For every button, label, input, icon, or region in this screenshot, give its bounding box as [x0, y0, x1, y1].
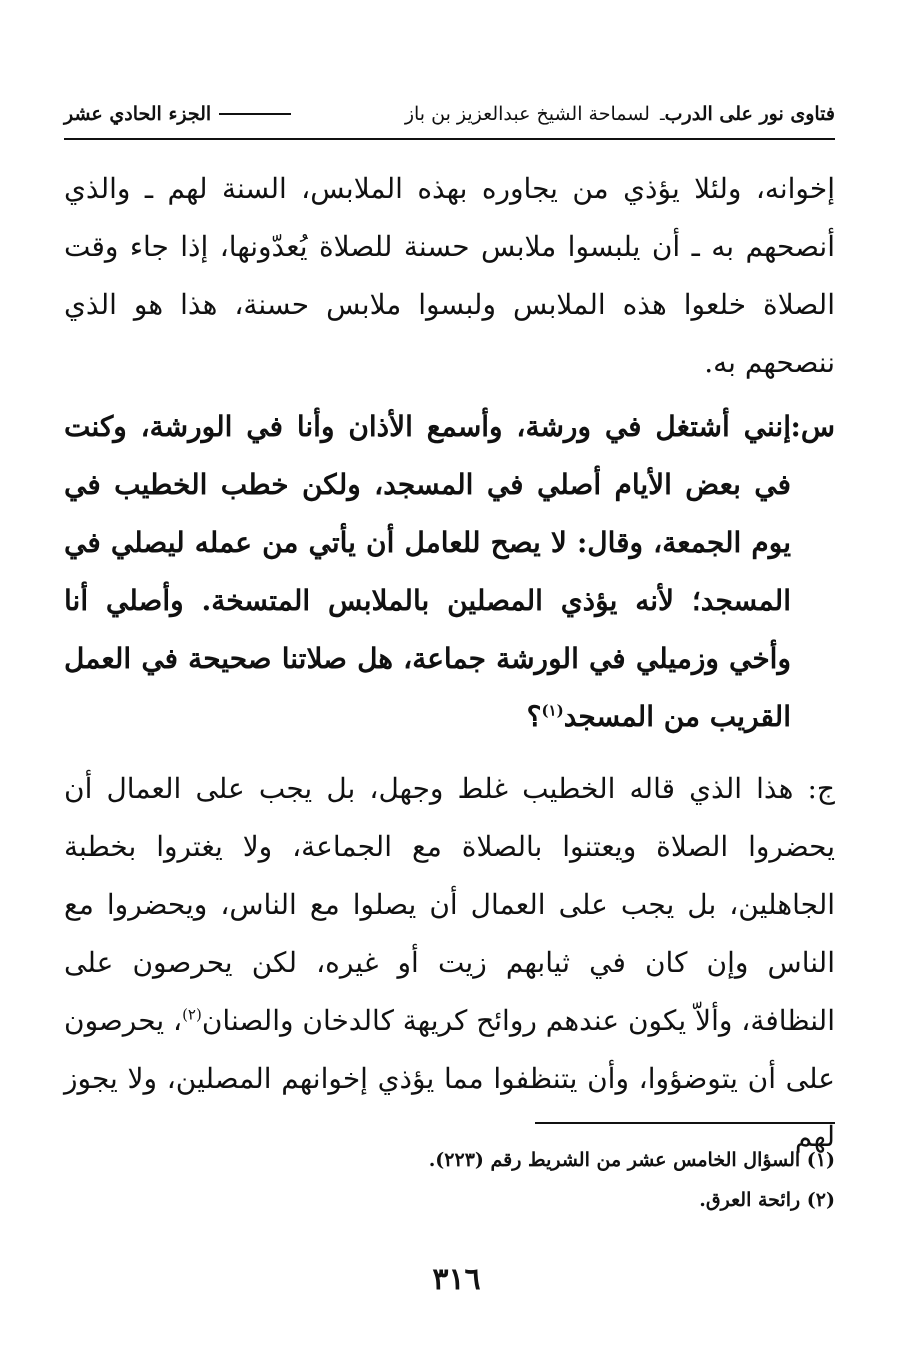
footnote-separator	[535, 1122, 835, 1124]
footnote-ref-2[interactable]: (٢)	[182, 1005, 202, 1024]
footnote-2: (٢) رائحة العرق.	[699, 1189, 835, 1211]
header-rule	[219, 113, 291, 115]
intro-paragraph: إخوانه، ولئلا يؤذي من يجاوره بهذه الملابس، السنة لهم ـ والذي أنصحهم به ـ أن يلبسوا ملابس حسنة للصلاة يُعدّونها، إذا جاء وقت الصلاة خلعوا هذه الملابس ولبسوا ملابس حسنة، هذا هو الذي ننصحهم به.	[64, 172, 835, 379]
answer-paragraph	[64, 760, 835, 1166]
question-prefix: س:	[790, 410, 835, 443]
part-label: الجزء الحادي عشر	[64, 103, 212, 125]
answer-prefix: ج:	[807, 772, 835, 805]
answer-text-part2: ، يحرصون على أن يتوضؤوا، وأن يتنظفوا مما يؤذي إخوانهم المصلين، ولا يجوز لهم	[64, 1004, 835, 1153]
answer-text-part1: هذا الذي قاله الخطيب غلط وجهل، بل يجب على العمال أن يحضروا الصلاة ويعتنوا بالصلاة مع الجماعة، ولا يغتروا بخطبة الجاهلين، بل يجب على العمال أن يصلوا مع الناس، ويحضروا مع الناس وإن كان في ثيابهم زيت أو غيره، لكن يحرصون على النظافة، وألاّ يكون عندهم روائح كريهة كالدخان والصنان	[64, 772, 835, 1037]
footnotes	[64, 1140, 835, 1220]
page-body	[64, 160, 835, 1172]
book-title: فتاوى نور على الدرب	[664, 103, 835, 125]
question-end: ؟	[526, 700, 542, 733]
question-body	[64, 398, 835, 746]
page-number: ٣١٦	[432, 1262, 481, 1297]
running-header	[64, 94, 835, 140]
footnote-1: (١) السؤال الخامس عشر من الشريط رقم (٢٢٣).	[428, 1149, 835, 1171]
header-dash: ـ	[659, 104, 665, 124]
author-name: لسماحة الشيخ عبدالعزيز بن باز	[404, 103, 650, 125]
question-text: إنني أشتغل في ورشة، وأسمع الأذان وأنا في الورشة، وكنت في بعض الأيام أصلي في المسجد، ولكن خطب الخطيب في يوم الجمعة، وقال: لا يصح للعامل أن يأتي من عمله ليصلي في المسجد؛ لأنه يؤذي المصلين بالملابس المتسخة. وأصلي أنا وأخي وزميلي في الورشة جماعة، هل صلاتنا صحيحة في العمل القريب من المسجد	[64, 410, 791, 733]
footnote-ref-1[interactable]: (١)	[541, 701, 564, 720]
question-paragraph	[64, 398, 835, 746]
